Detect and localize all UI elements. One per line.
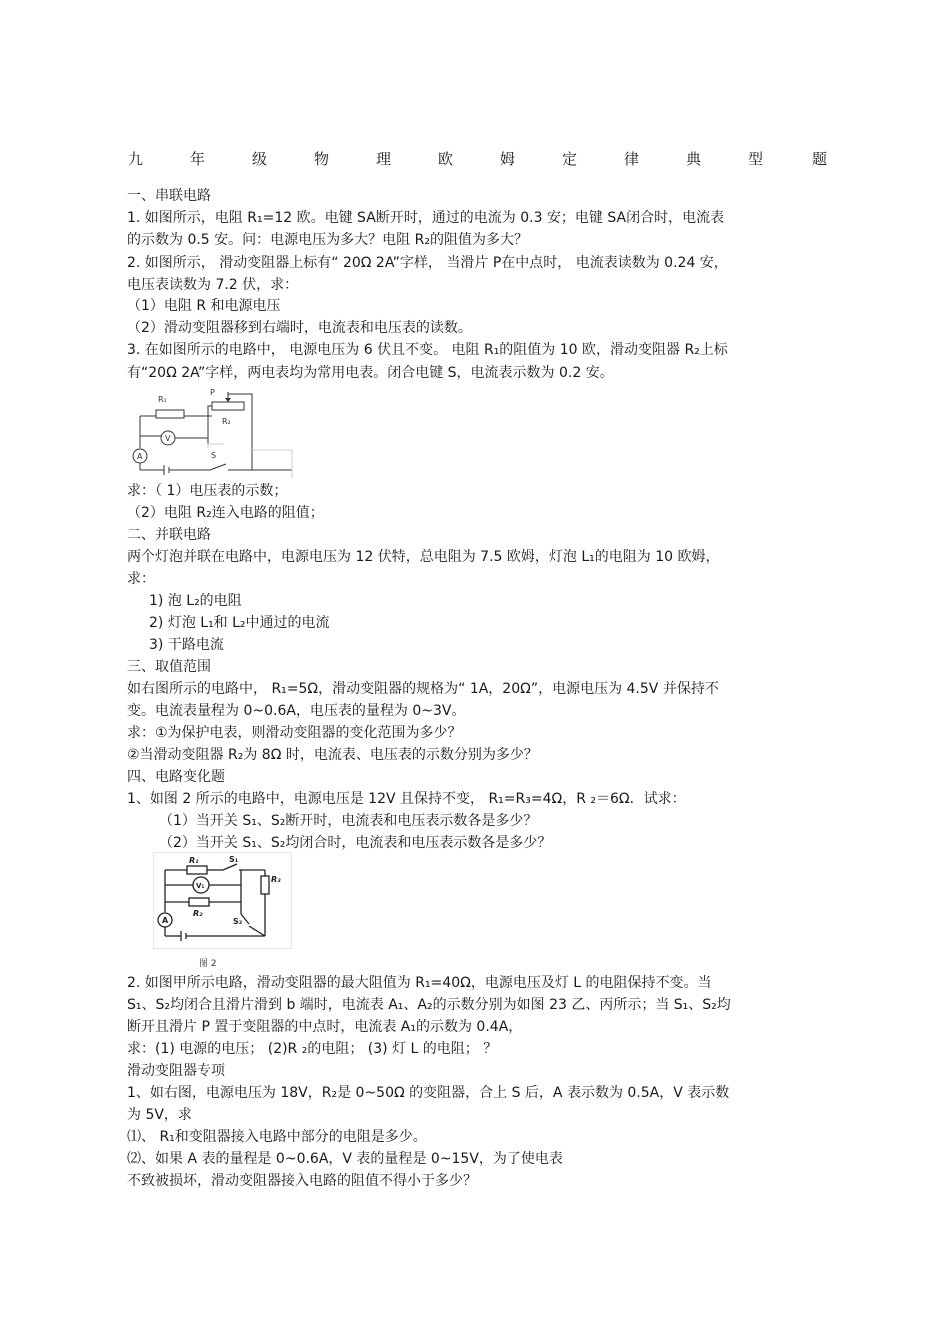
title-char: 年 <box>190 150 206 168</box>
voltmeter-label: V₁ <box>196 882 205 890</box>
circuit-diagram-2 <box>153 852 293 950</box>
question-line: 求：①为保护电表，则滑动变阻器的变化范围为多少？ <box>127 725 462 741</box>
problem-line: 有“20Ω 2A”字样，两电表均为常用电表。闭合电键 S，电流表示数为 0.2 安。 <box>127 365 614 381</box>
problem-line: 3. 在如图所示的电路中， 电源电压为 6 伏且不变。 电阻 R₁的阻值为 10 欧，滑动变阻器 R₂上标 <box>127 342 728 358</box>
problem-line: S₁、S₂均闭合且滑片滑到 b 端时，电流表 A₁、A₂的示数分别为如图 23 乙、丙所示；当 S₁、S₂均 <box>127 997 731 1013</box>
label-s1: S₁ <box>229 855 239 864</box>
section-heading-rheostat: 滑动变阻器专项 <box>127 1063 225 1079</box>
question-item: 1) 泡 L₂的电阻 <box>149 593 242 609</box>
problem-line: （2）滑动变阻器移到右端时，电流表和电压表的读数。 <box>127 320 472 336</box>
section-heading-parallel: 二、并联电路 <box>127 527 211 543</box>
section-heading-range: 三、取值范围 <box>127 659 211 675</box>
question-line: （2）电阻 R₂连入电路的阻值； <box>127 505 324 521</box>
title-char: 姆 <box>500 150 516 168</box>
label-r1: R₁ <box>158 395 167 404</box>
title-char: 型 <box>748 150 764 168</box>
problem-line: 2. 如图甲所示电路，滑动变阻器的最大阻值为 R₁=40Ω，电源电压及灯 L 的电阻保持不变。当 <box>127 975 712 991</box>
title-char: 九 <box>128 150 144 168</box>
problem-line: 变。电流表量程为 0~0.6A，电压表的量程为 0~3V。 <box>127 703 466 719</box>
title-char: 律 <box>624 150 640 168</box>
question-line: ②当滑动变阻器 R₂为 8Ω 时，电流表、电压表的示数分别为多少？ <box>127 747 538 763</box>
question-line: 求：(1) 电源的电压； (2)R ₂的电阻； (3) 灯 L 的电阻； ？ <box>127 1041 498 1057</box>
question-item: 2) 灯泡 L₁和 L₂中通过的电流 <box>149 615 330 631</box>
problem-line: （1）电阻 R 和电源电压 <box>127 298 281 314</box>
figure-caption: 图 2 <box>199 959 217 969</box>
ammeter-label: A <box>162 916 169 925</box>
title-char: 物 <box>314 150 330 168</box>
problem-line: 求： <box>127 571 155 587</box>
label-r2: R₂ <box>222 417 231 426</box>
title-char: 题 <box>812 150 828 168</box>
circuit-figure-1 <box>128 388 296 482</box>
question-line: 不致被损坏，滑动变阻器接入电路的阻值不得小于多少？ <box>127 1173 477 1189</box>
question-line: ⑵、如果 A 表的量程是 0~0.6A，V 表的量程是 0~15V，为了使电表 <box>127 1151 563 1167</box>
section-heading-change: 四、电路变化题 <box>127 769 225 785</box>
title-char: 欧 <box>438 150 454 168</box>
title-char: 级 <box>252 150 268 168</box>
problem-line: 断开且滑片 P 置于变阻器的中点时，电流表 A₁的示数为 0.4A， <box>127 1019 523 1035</box>
question-item: 3) 干路电流 <box>149 637 224 653</box>
problem-line: 的示数为 0.5 安。问：电源电压为多大？电阻 R₂的阻值为多大？ <box>127 232 528 248</box>
problem-line: 如右图所示的电路中， R₁=5Ω，滑动变阻器的规格为“ 1A，20Ω”，电源电压为 4.5V 并保持不 <box>127 681 719 697</box>
problem-line: 1. 如图所示，电阻 R₁=12 欧。电键 SA断开时，通过的电流为 0.3 安；电键 SA闭合时，电流表 <box>127 210 725 226</box>
voltmeter-label: V <box>165 434 171 443</box>
question-line: 求：（ 1）电压表的示数； <box>127 483 288 499</box>
problem-line: 2. 如图所示， 滑动变阻器上标有“ 20Ω 2A”字样， 当滑片 P在中点时， 电流表读数为 0.24 安， <box>127 255 728 271</box>
label-p: P <box>210 388 215 397</box>
page-title <box>128 148 828 168</box>
switch-label: S <box>211 451 217 460</box>
label-r3: R₃ <box>271 875 281 884</box>
ammeter-label: A <box>137 452 143 461</box>
problem-line: 1、如右图，电源电压为 18V，R₂是 0~50Ω 的变阻器，合上 S 后，A 表示数为 0.5A，V 表示数 <box>127 1085 730 1101</box>
question-item: （1）当开关 S₁、S₂断开时，电流表和电压表示数各是多少？ <box>159 813 538 829</box>
problem-line: 两个灯泡并联在电路中，电源电压为 12 伏特，总电阻为 7.5 欧姆，灯泡 L₁的电阻为 10 欧姆， <box>127 549 720 565</box>
title-char: 典 <box>686 150 702 168</box>
title-char: 定 <box>562 150 578 168</box>
circuit-diagram-1 <box>128 388 296 482</box>
question-line: ⑴、 R₁和变阻器接入电路中部分的电阻是多少。 <box>127 1129 427 1145</box>
question-item: （2）当开关 S₁、S₂均闭合时，电流表和电压表示数各是多少？ <box>159 835 552 851</box>
label-r2: R₂ <box>193 909 203 918</box>
label-s2: S₂ <box>233 917 243 926</box>
section-heading-series: 一、串联电路 <box>127 188 211 204</box>
problem-line: 电压表读数为 7.2 伏，求： <box>127 277 299 293</box>
problem-line: 1、如图 2 所示的电路中，电源电压是 12V 且保持不变， R₁=R₃=4Ω，R ₂＝6Ω．试求： <box>127 791 686 807</box>
title-char: 理 <box>376 150 392 168</box>
circuit-figure-2 <box>153 852 293 950</box>
problem-line: 为 5V，求 <box>127 1107 192 1123</box>
label-r1: R₁ <box>189 856 199 865</box>
